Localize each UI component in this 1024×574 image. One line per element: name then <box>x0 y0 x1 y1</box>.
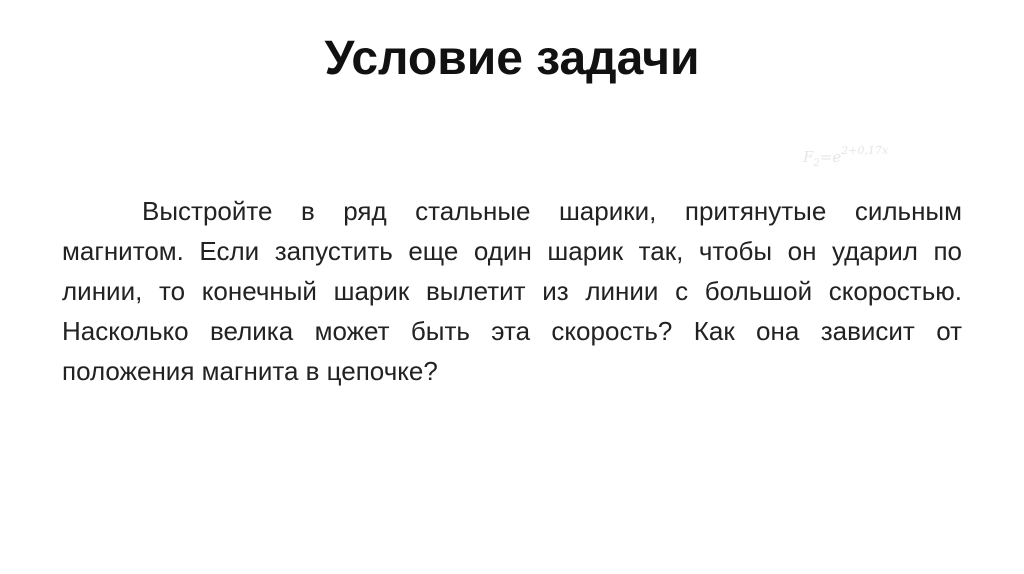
slide-title: Условие задачи <box>324 32 700 85</box>
formula-lhs: F <box>803 148 814 166</box>
formula-watermark <box>803 146 888 169</box>
formula-exponent: 2+0,17x <box>841 144 889 157</box>
problem-text: Выстройте в ряд стальные шарики, притянутые сильным магнитом. Если запустить еще один шарик так, чтобы он ударил по линии, то конечный шарик вылетит из линии с большой скоростью. Насколько велика может быть эта скорость? Как она зависит от положения магнита в цепочке? <box>62 196 962 386</box>
formula-equals: =e <box>819 148 842 166</box>
formula-subscript: 2 <box>813 158 820 169</box>
